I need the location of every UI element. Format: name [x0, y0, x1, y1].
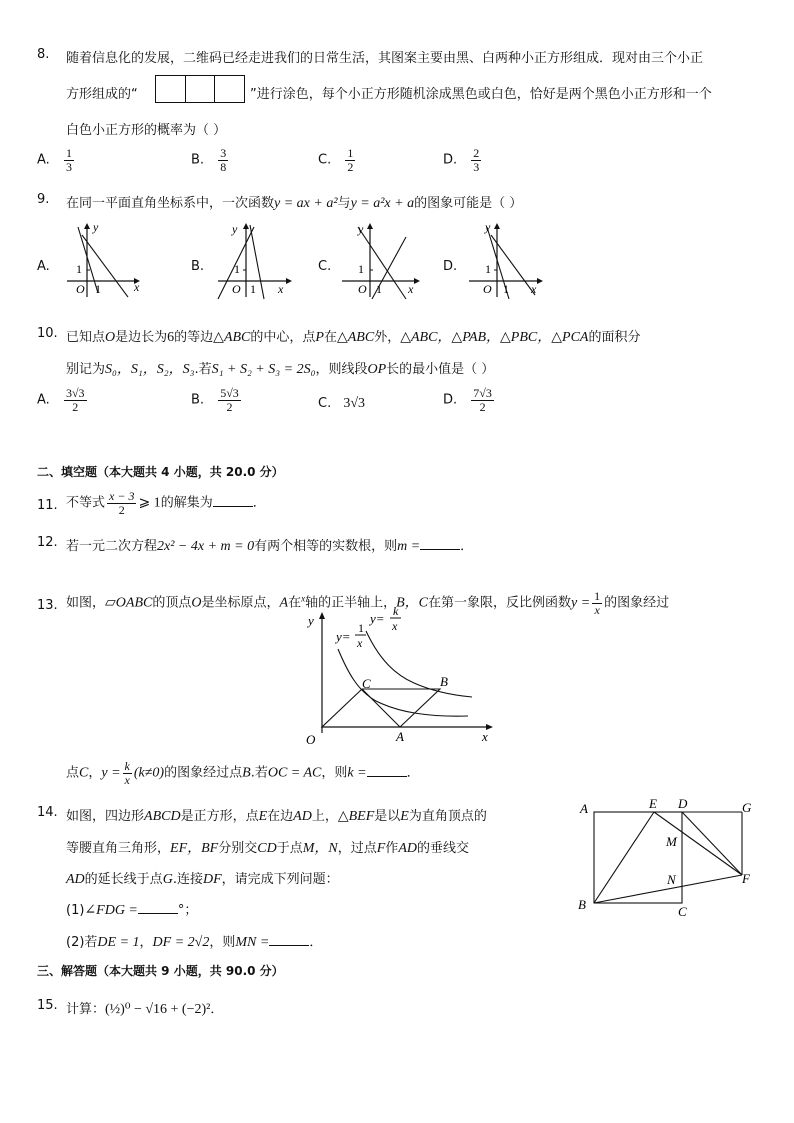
- q14-fig-d: D: [678, 796, 688, 811]
- q14-line3: AD的延长线于点G.连接DF，请完成下列问题：: [66, 872, 339, 887]
- q14-fig-b: B: [578, 897, 586, 912]
- q9a-y: y: [93, 220, 99, 234]
- q14-part2-blank[interactable]: [269, 933, 309, 946]
- q13-fig-a: A: [396, 729, 404, 744]
- q9-graph-c[interactable]: [338, 215, 424, 300]
- q10-number: 10.: [37, 326, 58, 341]
- q8-option-c[interactable]: C. $\frac{1}{2}$: [318, 146, 354, 174]
- q12-answer-blank[interactable]: [420, 537, 460, 550]
- q13-number: 13.: [37, 598, 58, 613]
- q9b-y: y: [232, 222, 238, 236]
- q13-curve1-eq: y=: [336, 629, 351, 644]
- q15-text: 计算：(½)⁰ − √16 + (−2)²．: [66, 1002, 224, 1017]
- q14-fig-c: C: [678, 904, 687, 919]
- q13-fig-b: B: [440, 674, 448, 689]
- q9-option-d-label[interactable]: D.: [443, 259, 458, 274]
- q14-line2: 等腰直角三角形，EF，BF分别交CD于点M，N，过点F作AD的垂线交: [66, 841, 469, 856]
- q9-option-b-label[interactable]: B.: [191, 259, 205, 274]
- q9b-x: x: [278, 282, 284, 296]
- q11-number: 11.: [37, 498, 58, 513]
- q13-curve1-num: 1: [358, 621, 364, 635]
- q9a-origin: O: [76, 282, 85, 296]
- q9-graph-d[interactable]: [465, 215, 547, 300]
- q9d-one-x: 1: [503, 282, 509, 296]
- q15-number: 15.: [37, 998, 58, 1013]
- q13-answer-blank[interactable]: [367, 764, 407, 777]
- q13-curve2-num: k: [393, 605, 399, 618]
- q8-number: 8.: [37, 47, 50, 62]
- q13-figure: [300, 605, 500, 750]
- q8-option-d[interactable]: D. $\frac{2}{3}$: [443, 146, 480, 174]
- q10-option-c[interactable]: C. 3√3: [318, 396, 366, 411]
- q14-fig-e: E: [649, 796, 657, 811]
- q13-fig-c: C: [362, 676, 371, 691]
- q9a-one-y: 1: [76, 262, 82, 276]
- q10-line2: 别记为S₀，S₁，S₂，S₃.若S₁ + S₂ + S₃ = 2S₀，则线段OP长的最小值是（ ）: [66, 362, 495, 377]
- q8-line2a: 方形组成的“: [66, 87, 138, 102]
- q9c-x: x: [408, 282, 414, 296]
- q13-fig-x: x: [482, 729, 488, 744]
- q13-line2: 点C，y = $\frac{k}{x}$ (k≠0)的图象经过点B.若OC = AC，则k = ．: [66, 759, 420, 787]
- q9b-one-y: 1: [234, 262, 240, 276]
- q13-curve2-den: x: [392, 619, 398, 633]
- q12-number: 12.: [37, 535, 58, 550]
- q11-text: 不等式 $\frac{x - 3}{2}$ ⩾ 1的解集为 ．: [66, 489, 266, 517]
- q9d-origin: O: [483, 282, 492, 296]
- q9-graph-b[interactable]: [212, 215, 294, 300]
- q8-line2b: ”进行涂色，每个小正方形随机涂成黑色或白色，恰好是两个黑色小正方形和一个: [250, 87, 712, 102]
- q8-line3: 白色小正方形的概率为（ ）: [66, 123, 227, 138]
- q13-curve1-den: x: [357, 636, 363, 650]
- q12-text: 若一元二次方程2x² − 4x + m = 0有两个相等的实数根，则m = ．: [66, 539, 474, 554]
- q9c-one-x: 1: [376, 282, 382, 296]
- q14-fig-g: G: [742, 800, 752, 815]
- q8-option-b[interactable]: B. $\frac{3}{8}$: [191, 146, 227, 174]
- q14-part1: (1)∠FDG = °；: [66, 903, 198, 918]
- section-2-heading: 二、填空题（本大题共 4 小题，共 20.0 分）: [37, 465, 284, 479]
- q14-part2: (2)若DE = 1，DF = 2√2，则MN = ．: [66, 935, 323, 950]
- q14-line1: 如图，四边形ABCD是正方形，点E在边AD上，△BEF是以E为直角顶点的: [66, 809, 487, 824]
- q14-fig-n: N: [667, 872, 676, 887]
- q9a-x: x: [134, 280, 140, 294]
- q8-option-a[interactable]: A. $\frac{1}{3}$: [37, 146, 72, 174]
- q9b-one-x: 1: [250, 282, 256, 296]
- q9-f2: y = a²x + a: [350, 196, 415, 211]
- q8-line1: 随着信息化的发展，二维码已经走进我们的日常生活，其图案主要由黑、白两种小正方形组成．现对由三个小正: [66, 51, 704, 66]
- q9-option-a-label[interactable]: A.: [37, 259, 50, 274]
- q9d-one-y: 1: [485, 262, 491, 276]
- q10-line1: 已知点O是边长为6的等边△ABC的中心，点P在△ABC外，△ABC，△PAB，△PBC，△PCA的面积分: [66, 330, 641, 345]
- q8-three-squares: [155, 75, 245, 103]
- q10-option-b[interactable]: B. $\frac{5√3}{2}$: [191, 386, 239, 414]
- q9d-x: x: [531, 282, 537, 296]
- q14-fig-m: M: [666, 834, 677, 849]
- q13-line1: 如图，▱OABC的顶点O是坐标原点，A在$^x$轴的正半轴上，B，C在第一象限，反比例函数y = $\frac{1}{x}$ 的图象经过: [66, 589, 670, 617]
- q9a-one-x: 1: [95, 282, 101, 296]
- q13-fig-y: y: [308, 613, 314, 628]
- q14-figure: [574, 795, 764, 920]
- q9-graph-a[interactable]: [62, 215, 142, 300]
- q13-curve2-eq: y=: [370, 611, 385, 626]
- q14-fig-a: A: [580, 801, 588, 816]
- q9-number: 9.: [37, 192, 50, 207]
- q9d-y: y: [485, 220, 491, 234]
- q14-part1-blank[interactable]: [138, 901, 178, 914]
- q14-number: 14.: [37, 805, 58, 820]
- q9-f1: y = ax + a²: [274, 196, 338, 211]
- q10-option-d[interactable]: D. $\frac{7√3}{2}$: [443, 386, 492, 414]
- q9c-y: y: [358, 222, 364, 236]
- q13-fig-o: O: [306, 732, 316, 747]
- q9b-origin: O: [232, 282, 241, 296]
- q9-option-c-label[interactable]: C.: [318, 259, 332, 274]
- q9c-one-y: 1: [358, 262, 364, 276]
- q10-option-a[interactable]: A. $\frac{3√3}{2}$: [37, 386, 85, 414]
- q9-text: 在同一平面直角坐标系中，一次函数y = ax + a²与y = a²x + a的图象可能是（ ）: [66, 196, 523, 211]
- q9c-origin: O: [358, 282, 367, 296]
- section-3-heading: 三、解答题（本大题共 9 小题，共 90.0 分）: [37, 964, 284, 978]
- q11-answer-blank[interactable]: [213, 494, 253, 507]
- q14-fig-f: F: [742, 871, 750, 886]
